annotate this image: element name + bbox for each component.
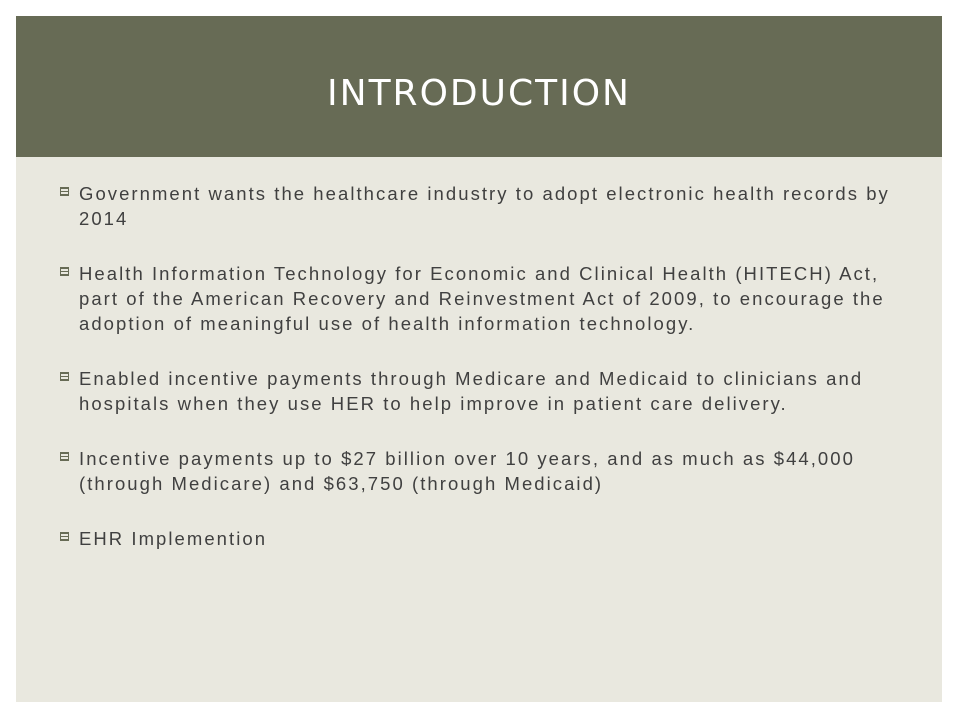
bullet-item [60, 526, 920, 551]
square-bullet-icon [60, 187, 69, 196]
bullet-text: Enabled incentive payments through Medicare and Medicaid to clinicians and hospitals when they use HER to help improve in patient care delivery. [79, 368, 864, 414]
slide-title: INTRODUCTION [327, 73, 631, 114]
square-bullet-icon [60, 532, 69, 541]
square-bullet-icon [60, 267, 69, 276]
bullet-list [60, 181, 920, 581]
square-bullet-icon [60, 372, 69, 381]
bullet-item [60, 181, 920, 231]
bullet-text: Government wants the healthcare industry to adopt electronic health records by 2014 [79, 183, 890, 229]
square-bullet-icon [60, 452, 69, 461]
bullet-text: EHR Implemention [79, 528, 268, 549]
title-bar [16, 16, 942, 157]
bullet-item [60, 366, 920, 416]
bullet-item [60, 446, 920, 496]
bullet-text: Health Information Technology for Economic and Clinical Health (HITECH) Act, part of the American Recovery and Reinvestment Act of 2009, to encourage the adoption of meaningful use of health information technology. [79, 263, 885, 334]
bullet-item [60, 261, 920, 336]
bullet-text: Incentive payments up to $27 billion over 10 years, and as much as $44,000 (through Medicare) and $63,750 (through Medicaid) [79, 448, 855, 494]
